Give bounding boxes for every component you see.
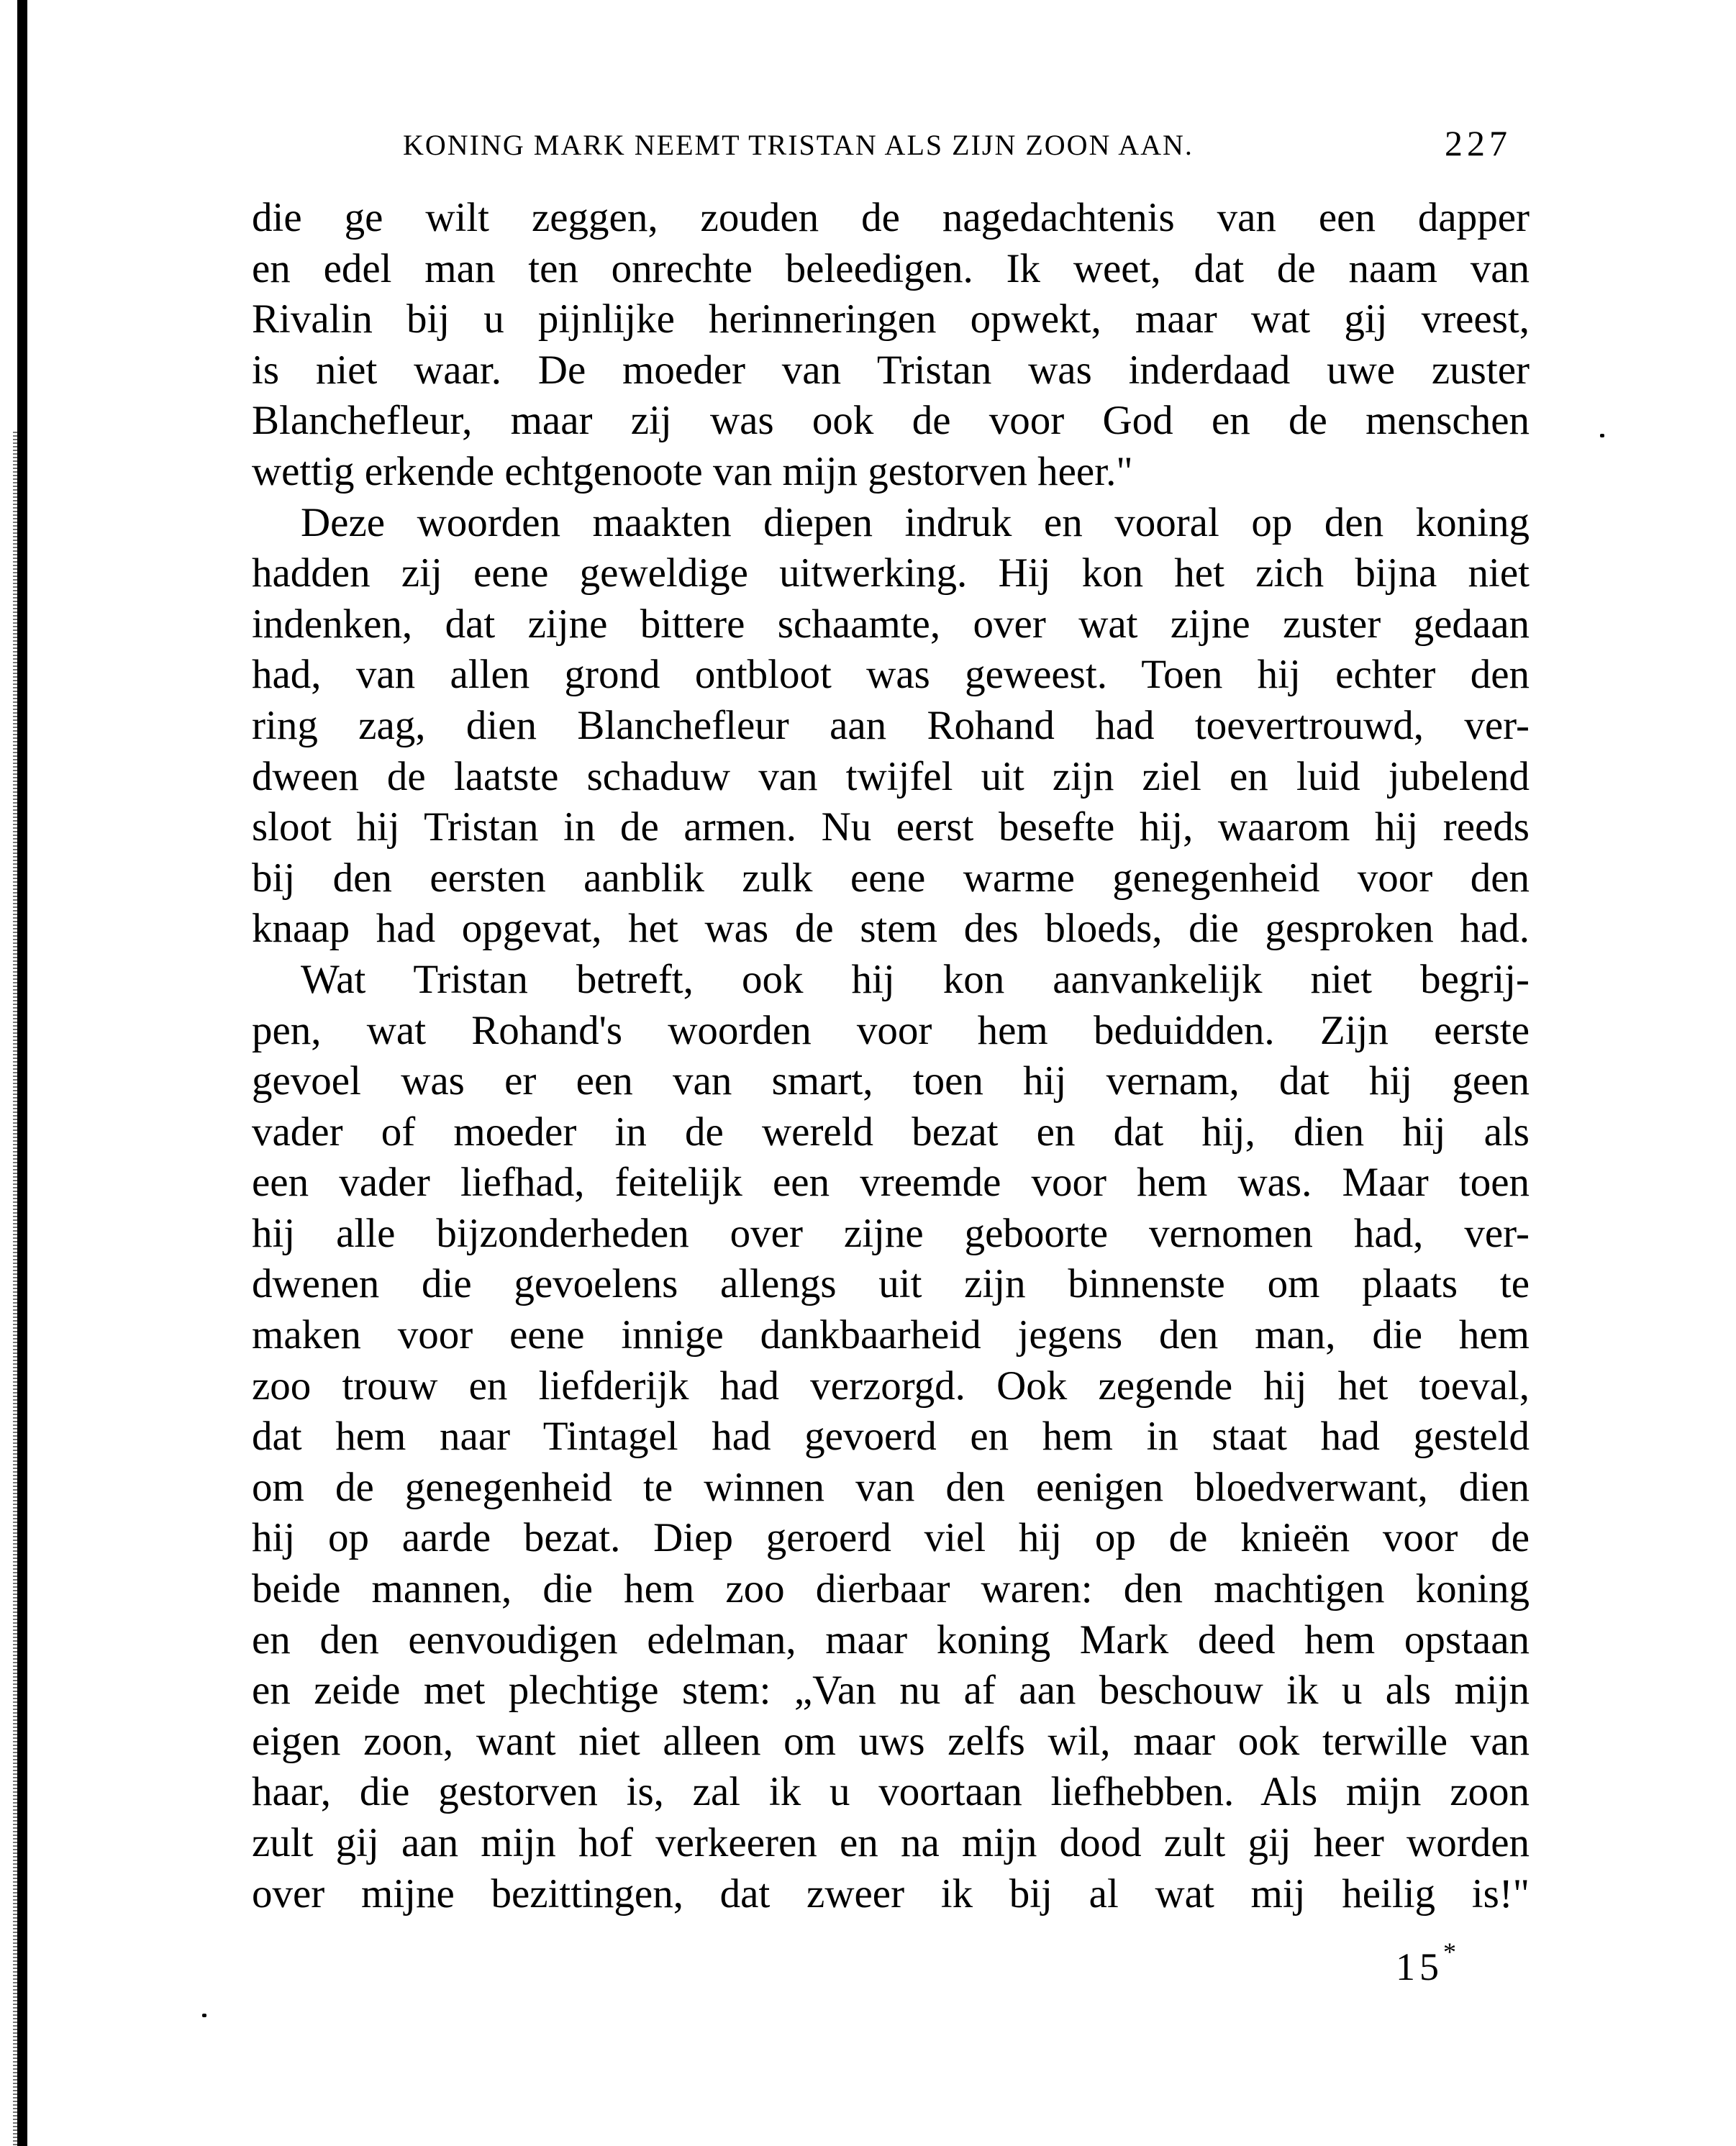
text-line: knaap had opgevat, het was de stem des bloeds, die gesproken had.	[252, 906, 1530, 952]
page-number: 227	[1445, 123, 1512, 163]
signature-number: 15	[1396, 1945, 1443, 1988]
text-line: Blanchefleur, maar zij was ook de voor God en de menschen	[252, 398, 1530, 444]
text-line: zult gij aan mijn hof verkeeren en na mijn dood zult gij heer worden	[252, 1820, 1530, 1865]
text-line: dat hem naar Tintagel had gevoerd en hem in staat had gesteld	[252, 1414, 1530, 1460]
scan-speck	[1600, 434, 1604, 437]
text-line: dwenen die gevoelens allengs uit zijn binnenste om plaats te	[252, 1261, 1530, 1307]
text-line: en den eenvoudigen edelman, maar koning Mark deed hem opstaan	[252, 1617, 1530, 1663]
paragraph-start-line: Deze woorden maakten diepen indruk en vooral op den koning	[301, 499, 1530, 545]
text-line: hij op aarde bezat. Diep geroerd viel hij op de knieën voor de	[252, 1515, 1530, 1561]
text-line: is niet waar. De moeder van Tristan was inderdaad uwe zuster	[252, 347, 1530, 393]
text-line: had, van allen grond ontbloot was geweest. Toen hij echter den	[252, 652, 1530, 698]
text-line: hadden zij eene geweldige uitwerking. Hij kon het zich bijna niet	[252, 550, 1530, 596]
scan-speck	[202, 2014, 206, 2017]
paragraph-start-line: Wat Tristan betreft, ook hij kon aanvankelijk niet begrij-	[301, 956, 1530, 1002]
text-line: eigen zoon, want niet alleen om uws zelfs wil, maar ook terwille van	[252, 1718, 1530, 1764]
text-line: maken voor eene innige dankbaarheid jegens den man, die hem	[252, 1312, 1530, 1358]
text-line: gevoel was er een van smart, toen hij vernam, dat hij geen	[252, 1058, 1530, 1104]
text-line: over mijne bezittingen, dat zweer ik bij al wat mij heilig is!"	[252, 1870, 1530, 1917]
text-line: sloot hij Tristan in de armen. Nu eerst besefte hij, waarom hij reeds	[252, 804, 1530, 850]
running-head: KONING MARK NEEMT TRISTAN ALS ZIJN ZOON AAN.	[403, 129, 1194, 161]
text-line: ring zag, dien Blanchefleur aan Rohand had toevertrouwd, ver-	[252, 702, 1530, 748]
binding-scan-noise	[13, 432, 19, 2146]
signature-mark	[1396, 1937, 1460, 1989]
text-line: wettig erkende echtgenoote van mijn gestorven heer."	[252, 448, 1133, 494]
text-line: die ge wilt zeggen, zouden de nagedachtenis van een dapper	[252, 195, 1530, 240]
text-line: en edel man ten onrechte beleedigen. Ik weet, dat de naam van	[252, 245, 1530, 291]
text-line: haar, die gestorven is, zal ik u voortaan liefhebben. Als mijn zoon	[252, 1769, 1530, 1815]
text-line: zoo trouw en liefderijk had verzorgd. Ook zegende hij het toeval,	[252, 1363, 1530, 1409]
text-line: dween de laatste schaduw van twijfel uit zijn ziel en luid jubelend	[252, 753, 1530, 799]
text-line: indenken, dat zijne bittere schaamte, over wat zijne zuster gedaan	[252, 601, 1530, 647]
text-line: een vader liefhad, feitelijk een vreemde voor hem was. Maar toen	[252, 1160, 1530, 1206]
text-line: vader of moeder in de wereld bezat en dat hij, dien hij als	[252, 1109, 1530, 1155]
signature-star: *	[1443, 1937, 1460, 1966]
text-line: bij den eersten aanblik zulk eene warme genegenheid voor den	[252, 855, 1530, 901]
book-binding-edge	[17, 0, 27, 2146]
body-text	[252, 193, 1530, 1919]
text-line: Rivalin bij u pijnlijke herinneringen opwekt, maar wat gij vreest,	[252, 296, 1530, 342]
text-line: om de genegenheid te winnen van den eenigen bloedverwant, dien	[252, 1464, 1530, 1510]
text-line: pen, wat Rohand's woorden voor hem beduidden. Zijn eerste	[252, 1007, 1530, 1053]
text-line: beide mannen, die hem zoo dierbaar waren: den machtigen koning	[252, 1566, 1530, 1612]
text-line: hij alle bijzonderheden over zijne geboorte vernomen had, ver-	[252, 1210, 1530, 1256]
text-line: en zeide met plechtige stem: „Van nu af aan beschouw ik u als mijn	[252, 1668, 1530, 1714]
